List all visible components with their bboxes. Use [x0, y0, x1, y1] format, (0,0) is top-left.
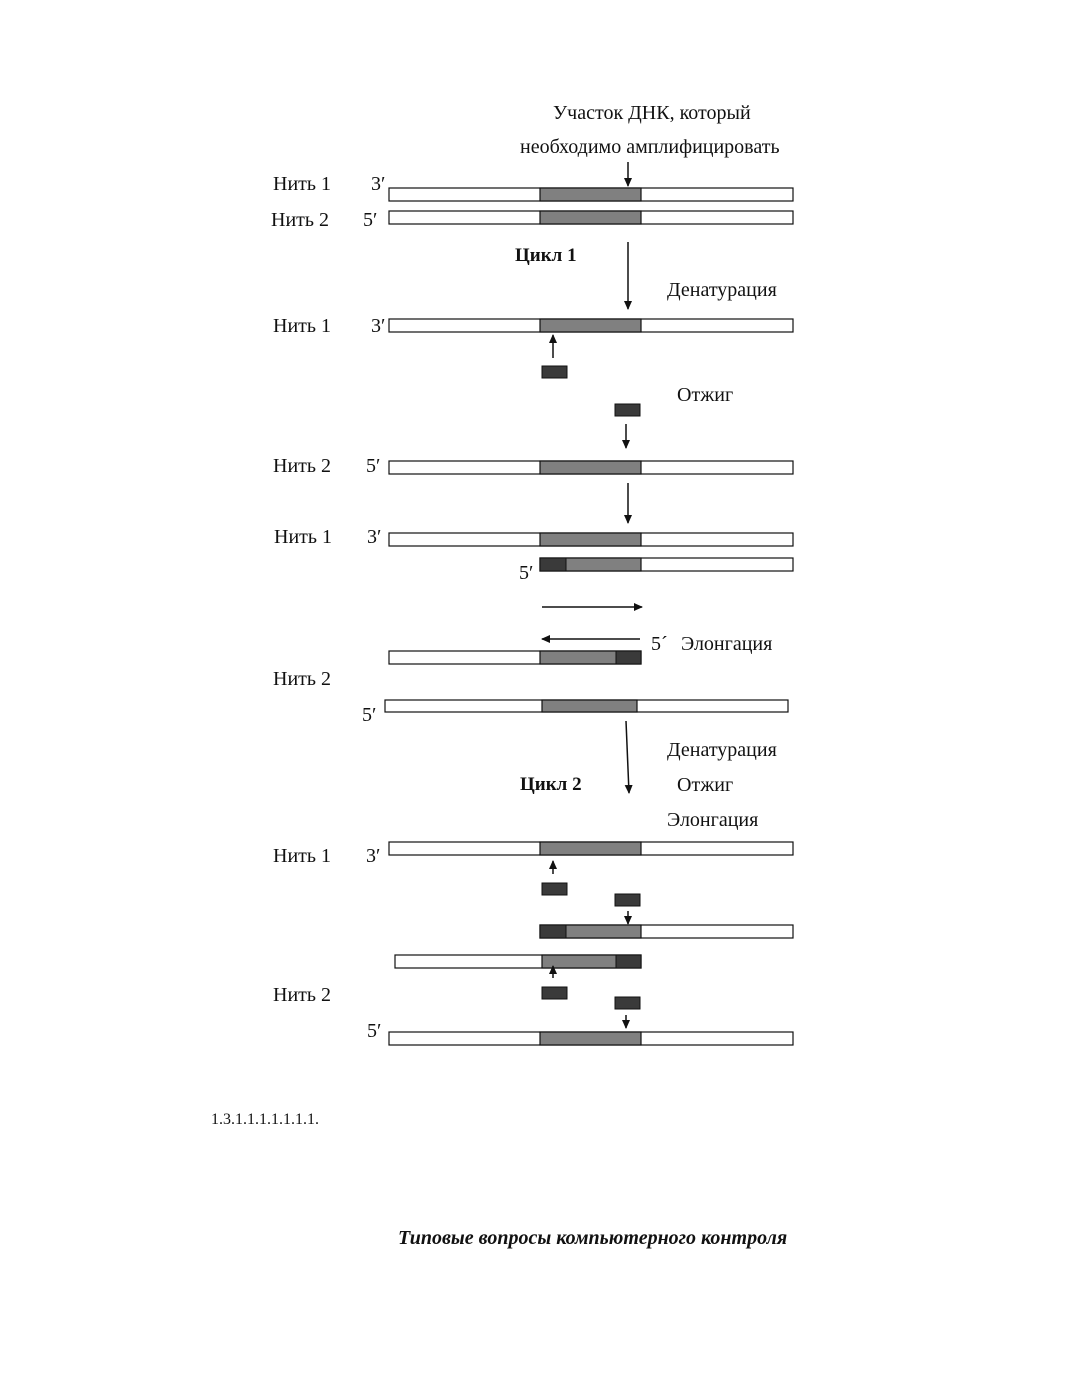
figure-number: 1.3.1.1.1.1.1.1.1. — [211, 1111, 319, 1128]
dna-strand-2 — [389, 1032, 793, 1045]
new-strand-extension — [395, 955, 641, 968]
elongation-label: Элонгация — [681, 633, 773, 655]
primer — [542, 366, 567, 378]
dna-strand-1 — [389, 533, 793, 546]
target-region-label-line2: необходимо амплифицировать — [520, 136, 780, 158]
strand2-label: Нить 2 — [271, 209, 330, 231]
target-region — [540, 1032, 641, 1045]
five-prime-label: 5′ — [363, 209, 378, 231]
elongation-label: Элонгация — [667, 809, 759, 831]
new-strand-extension — [540, 558, 793, 571]
annealing-label: Отжиг — [677, 384, 734, 406]
strand1-label: Нить 1 — [274, 526, 333, 548]
five-prime-label: 5ˊ — [651, 633, 668, 655]
strand2-label: Нить 2 — [273, 984, 332, 1006]
target-region — [540, 188, 641, 201]
target-region — [540, 533, 641, 546]
primer — [542, 883, 567, 895]
primer — [615, 404, 640, 416]
dna-strand-2 — [389, 211, 793, 224]
strand1-label: Нить 1 — [273, 315, 332, 337]
five-prime-label: 5′ — [366, 455, 381, 477]
cycle1-label: Цикл 1 — [515, 245, 577, 266]
target-region — [540, 211, 641, 224]
dna-strand-2 — [385, 700, 788, 712]
cycle2-label: Цикл 2 — [520, 774, 582, 795]
three-prime-label: 3′ — [371, 315, 386, 337]
primer — [615, 997, 640, 1009]
target-region — [542, 700, 637, 712]
target-region — [540, 842, 641, 855]
target-region-label-line1: Участок ДНК, который — [553, 102, 751, 124]
denaturation-label: Денатурация — [667, 739, 777, 761]
dna-strand-2 — [389, 461, 793, 474]
strand1-label: Нить 1 — [273, 845, 332, 867]
dna-strand-1 — [389, 188, 793, 201]
target-region — [540, 319, 641, 332]
new-strand-extension — [389, 651, 641, 664]
three-prime-label: 3′ — [367, 526, 382, 548]
primer — [615, 894, 640, 906]
strand2-label: Нить 2 — [273, 455, 332, 477]
five-prime-label: 5′ — [362, 704, 377, 726]
primer — [540, 558, 566, 571]
three-prime-label: 3′ — [366, 845, 381, 867]
strand1-label: Нить 1 — [273, 173, 332, 195]
target-region — [540, 461, 641, 474]
new-strand-extension — [540, 925, 793, 938]
primer — [616, 955, 641, 968]
strand2-label: Нить 2 — [273, 668, 332, 690]
process-arrow — [626, 721, 629, 793]
annealing-label: Отжиг — [677, 774, 734, 796]
denaturation-label: Денатурация — [667, 279, 777, 301]
primer — [540, 925, 566, 938]
five-prime-label: 5′ — [367, 1020, 382, 1042]
dna-strand-1 — [389, 842, 793, 855]
five-prime-label: 5′ — [519, 562, 534, 584]
three-prime-label: 3′ — [371, 173, 386, 195]
section-heading: Типовые вопросы компьютерного контроля — [398, 1227, 788, 1249]
primer — [542, 987, 567, 999]
dna-strand-1 — [389, 319, 793, 332]
primer — [616, 651, 641, 664]
